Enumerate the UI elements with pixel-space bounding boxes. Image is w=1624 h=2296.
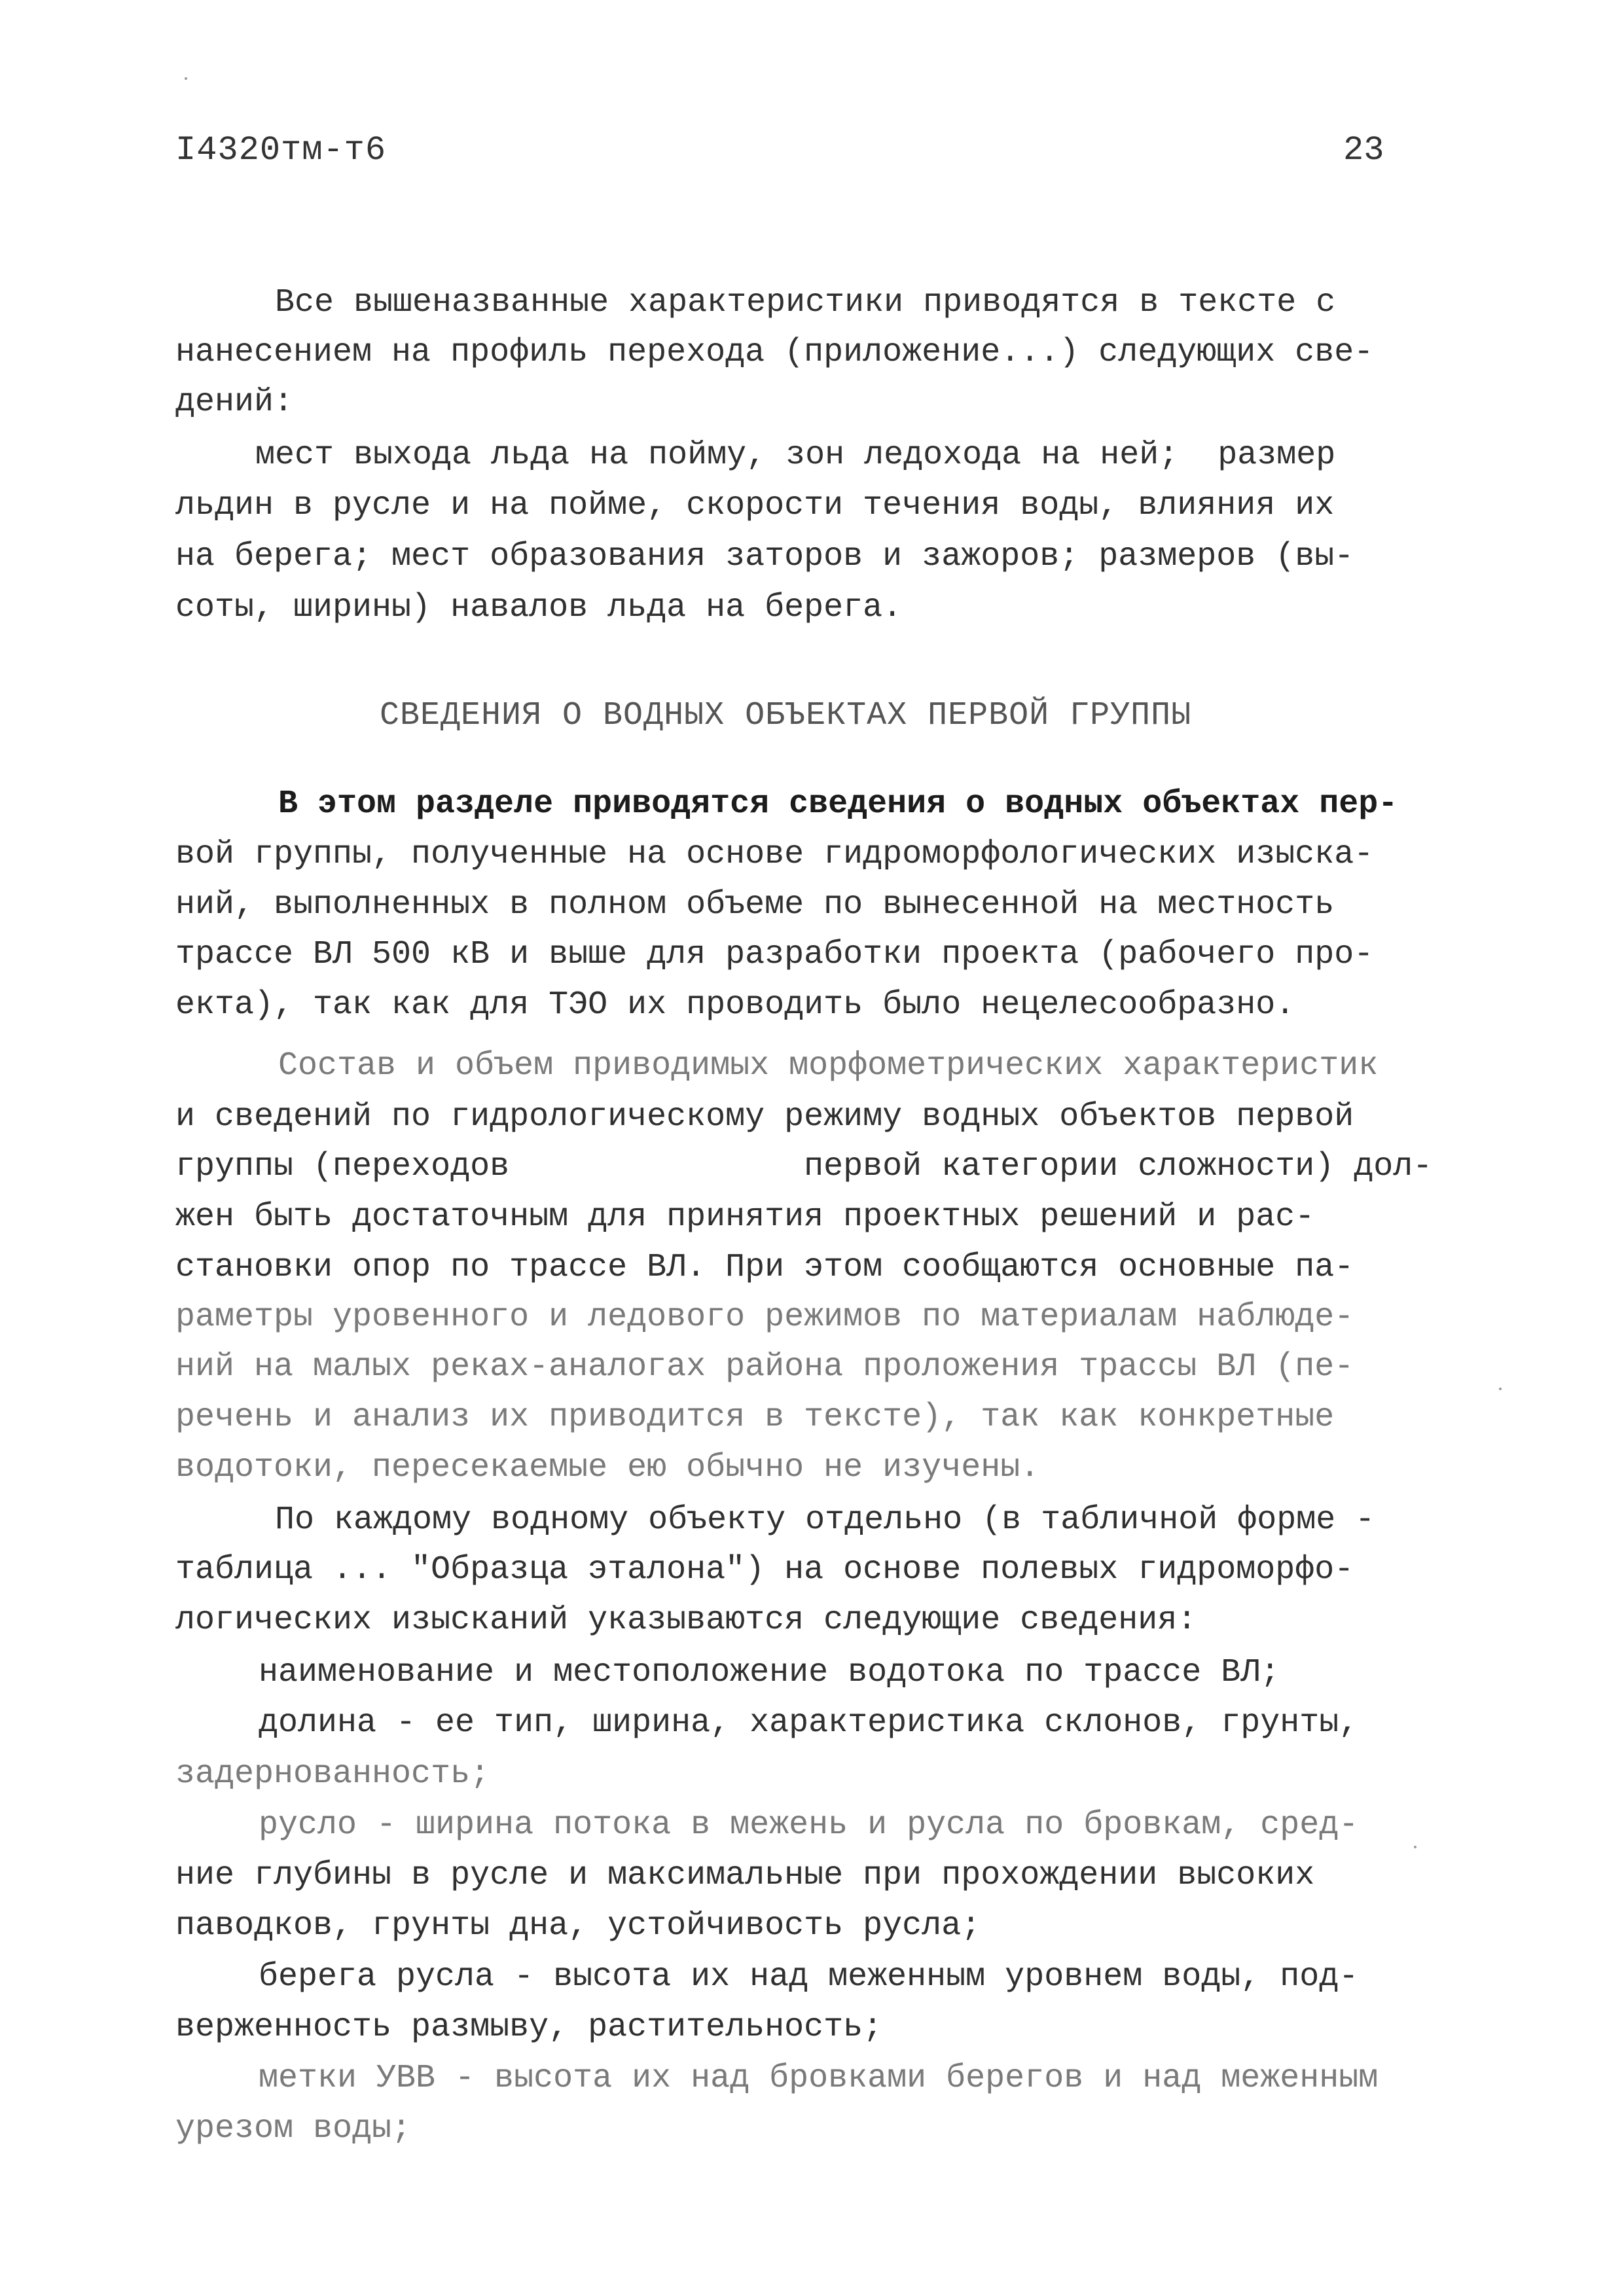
text-line: екта), так как для ТЭО их проводить было нецелесообразно. [175, 986, 1295, 1024]
text-line: жен быть достаточным для принятия проектных решений и рас- [175, 1198, 1315, 1236]
list-item: наименование и местоположение водотока по трассе ВЛ; [259, 1654, 1280, 1691]
text-line: трассе ВЛ 500 кВ и выше для разработки проекта (рабочего про- [175, 936, 1374, 973]
text-line: и сведений по гидрологическому режиму водных объектов первой [175, 1098, 1354, 1136]
text-line: Состав и объем приводимых морфометрических характеристик [278, 1047, 1379, 1085]
text-line: ний на малых реках-аналогах района проложения трассы ВЛ (пе- [175, 1348, 1354, 1386]
text-line: урезом воды; [175, 2110, 412, 2147]
text-line: становки опор по трассе ВЛ. При этом сообщаются основные па- [175, 1249, 1354, 1286]
text-line: льдин в русле и на пойме, скорости течения воды, влияния их [175, 487, 1335, 524]
text-line: речень и анализ их приводится в тексте), так как конкретные [175, 1399, 1335, 1436]
list-item: берега русла - высота их над меженным уровнем воды, под- [259, 1958, 1359, 1996]
text-line: раметры уровенного и ледового режимов по материалам наблюде- [175, 1299, 1354, 1336]
document-code: I4320тм-т6 [175, 131, 387, 170]
scan-speck [185, 77, 187, 80]
list-item: метки УВВ - высота их над бровками берегов и над меженным [259, 2060, 1379, 2097]
text-line: В этом разделе приводятся сведения о водных объектах пер- [278, 785, 1398, 823]
text-line: паводков, грунты дна, устойчивость русла; [175, 1907, 981, 1945]
text-line: мест выхода льда на пойму, зон ледохода на ней; размер [255, 437, 1336, 474]
text-line: водотоки, пересекаемые ею обычно не изучены. [175, 1449, 1040, 1486]
text-line: По каждому водному объекту отдельно (в табличной форме - [275, 1501, 1375, 1539]
scan-speck [1414, 1846, 1416, 1848]
text-line: вой группы, полученные на основе гидроморфологических изыска- [175, 836, 1374, 873]
text-line: ние глубины в русле и максимальные при прохождении высоких [175, 1857, 1315, 1894]
list-item: долина - ее тип, ширина, характеристика склонов, грунты, [259, 1704, 1359, 1742]
text-line: ний, выполненных в полном объеме по вынесенной на местность [175, 886, 1335, 924]
text-line: таблица ... "Образца эталона") на основе полевых гидроморфо- [175, 1551, 1354, 1588]
text-line: соты, ширины) навалов льда на берега. [175, 589, 903, 626]
text-line: задернованность; [175, 1755, 490, 1793]
text-line: логических изысканий указываются следующие сведения: [175, 1602, 1197, 1639]
text-line: группы (переходов первой категории сложности) дол- [175, 1148, 1433, 1185]
text-line: Все вышеназванные характеристики приводятся в тексте с [275, 284, 1336, 321]
section-title: СВЕДЕНИЯ О ВОДНЫХ ОБЪЕКТАХ ПЕРВОЙ ГРУППЫ [380, 697, 1192, 734]
text-line: дений: [175, 384, 294, 421]
list-item: русло - ширина потока в межень и русла по бровкам, сред- [259, 1806, 1359, 1844]
text-line: нанесением на профиль перехода (приложение...) следующих све- [175, 334, 1374, 371]
text-line: на берега; мест образования заторов и зажоров; размеров (вы- [175, 538, 1354, 575]
text-line: верженность размыву, растительность; [175, 2009, 883, 2046]
page-number: 23 [1343, 131, 1384, 170]
scan-speck [1499, 1388, 1502, 1390]
